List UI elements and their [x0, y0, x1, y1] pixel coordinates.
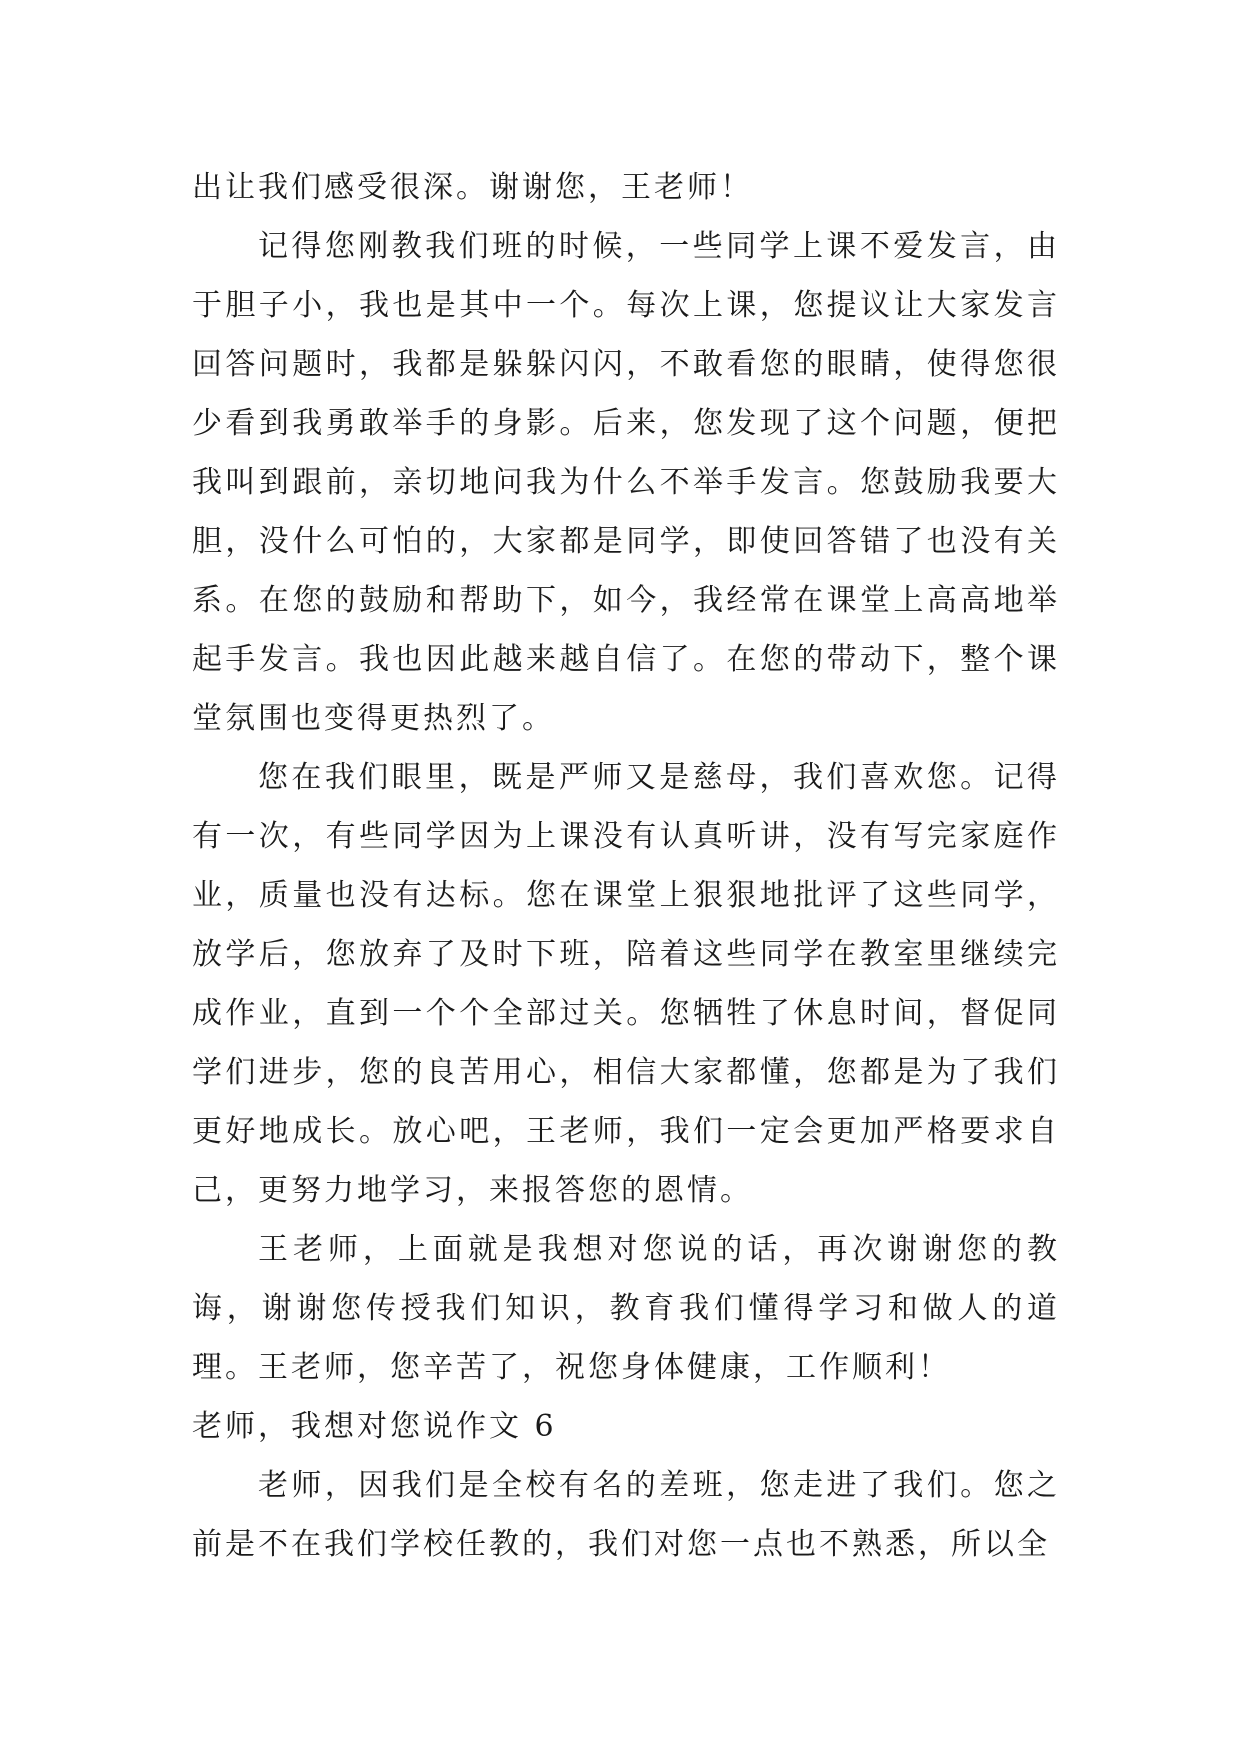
paragraph-closing-thanks: 王老师，上面就是我想对您说的话，再次谢谢您的教诲，谢谢您传授我们知识，教育我们懂得学习和做人的道理。王老师，您辛苦了，祝您身体健康，工作顺利！ — [192, 1232, 1060, 1385]
essay-heading: 老师，我想对您说作文 6 — [192, 1409, 557, 1444]
paragraph-new-essay-start: 老师，因我们是全校有名的差班，您走进了我们。您之前是不在我们学校任教的，我们对您一点也不熟悉，所以全 — [192, 1468, 1060, 1562]
paragraph-encouragement: 记得您刚教我们班的时候，一些同学上课不爱发言，由于胆子小，我也是其中一个。每次上课，您提议让大家发言回答问题时，我都是躲躲闪闪，不敢看您的眼睛，使得您很少看到我勇敢举手的身影。后来，您发现了这个问题，便把我叫到跟前，亲切地问我为什么不举手发言。您鼓励我要大胆，没什么可怕的，大家都是同学，即使回答错了也没有关系。在您的鼓励和帮助下，如今，我经常在课堂上高高地举起手发言。我也因此越来越自信了。在您的带动下，整个课堂氛围也变得更热烈了。 — [192, 229, 1060, 736]
paragraph-continuation: 出让我们感受很深。谢谢您，王老师！ — [192, 170, 753, 205]
document-body — [192, 158, 1060, 1574]
paragraph-strict-teacher: 您在我们眼里，既是严师又是慈母，我们喜欢您。记得有一次，有些同学因为上课没有认真听讲，没有写完家庭作业，质量也没有达标。您在课堂上狠狠地批评了这些同学，放学后，您放弃了及时下班，陪着这些同学在教室里继续完成作业，直到一个个全部过关。您牺牲了休息时间，督促同学们进步，您的良苦用心，相信大家都懂，您都是为了我们更好地成长。放心吧，王老师，我们一定会更加严格要求自己，更努力地学习，来报答您的恩情。 — [192, 760, 1060, 1208]
